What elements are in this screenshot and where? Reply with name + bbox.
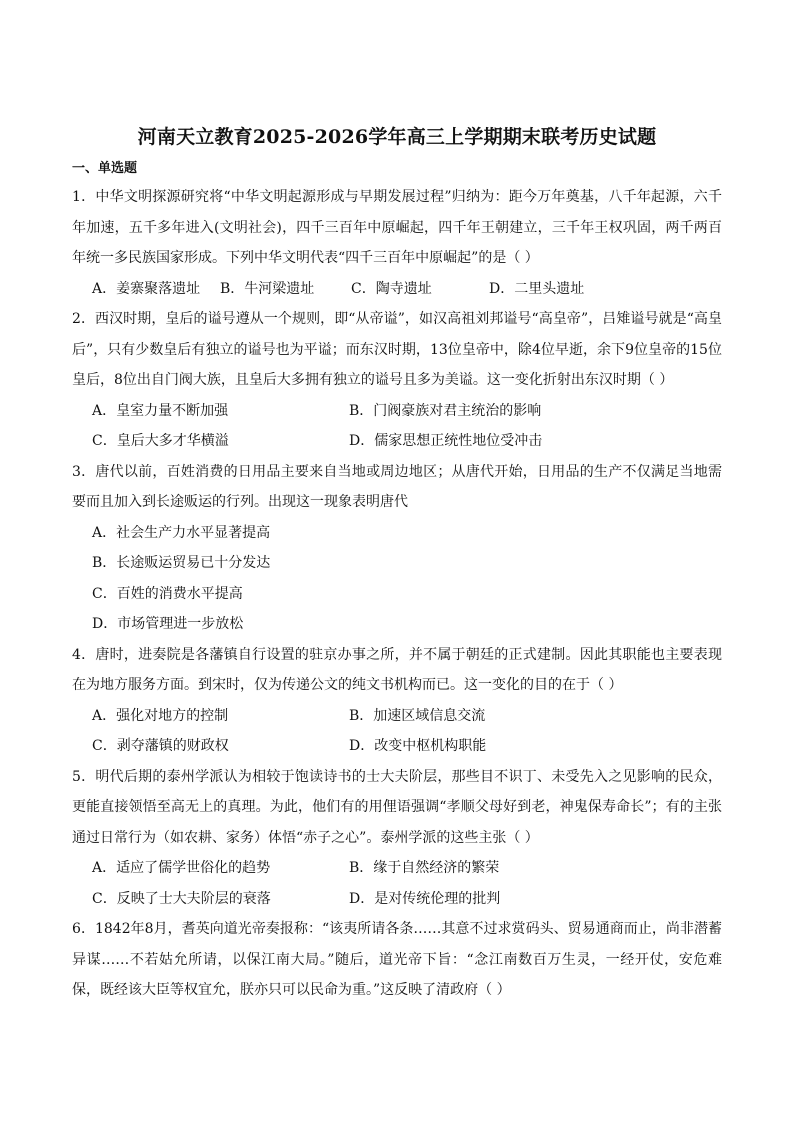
option-b[interactable]: B．牛河梁遗址 [220, 280, 315, 297]
question-6 [72, 914, 722, 1006]
option-c[interactable]: C．反映了士大夫阶层的衰落 [92, 890, 271, 907]
question-stem: 4．唐时，进奏院是各藩镇自行设置的驻京办事之所，并不属于朝廷的正式建制。因此其职能也主要表现在为地方服务方面。到宋时，仅为传递公文的纯文书机构而已。这一变化的目的在于（ ） [72, 646, 722, 693]
option-a[interactable]: A．姜寨聚落遗址 [92, 280, 201, 297]
option-d[interactable]: D．是对传统伦理的批判 [349, 890, 501, 907]
question-1 [72, 182, 722, 274]
question-stem: 6．1842年8月，耆英向道光帝奏报称：“该夷所请各条……其意不过求赏码头、贸易通商而止，尚非潜蓄异谋……不若姑允所请，以保江南大局。”随后，道光帝下旨：“念江南数百万生灵，一经开仗，安危难保，既经该大臣等权宜允，朕亦只可以民命为重。”这反映了清政府（ ） [72, 921, 722, 998]
question-stem: 1．中华文明探源研究将“中华文明起源形成与早期发展过程”归纳为：距今万年奠基，八千年起源，六千年加速，五千多年进入(文明社会)，四千三百年中原崛起，四千年王朝建立，三千年王权巩固，两千两百年统一多民族国家形成。下列中华文明代表“四千三百年中原崛起”的是（ ） [72, 189, 722, 266]
question-5 [72, 762, 722, 854]
question-stem: 5．明代后期的泰州学派认为相较于饱读诗书的士大夫阶层，那些目不识丁、未受先入之见影响的民众，更能直接领悟至高无上的真理。为此，他们有的用俚语强调“孝顺父母好到老，神鬼保寿命长”；有的主张通过日常行为（如农耕、家务）体悟“赤子之心”。泰州学派的这些主张（ ） [72, 768, 722, 846]
option-b[interactable]: B．加速区域信息交流 [349, 707, 486, 724]
question-4-options [72, 701, 722, 762]
option-a[interactable]: A．皇室力量不断加强 [92, 402, 229, 419]
option-b[interactable]: B．长途贩运贸易已十分发达 [92, 555, 271, 571]
option-d[interactable]: D．市场管理进一步放松 [92, 616, 244, 632]
question-4 [72, 640, 722, 701]
option-b[interactable]: B．门阀豪族对君主统治的影响 [349, 402, 542, 419]
section-heading: 一、单选题 [72, 161, 138, 176]
question-2 [72, 304, 722, 396]
option-a[interactable]: A．社会生产力水平显著提高 [92, 524, 271, 541]
exam-title: 河南天立教育2025-2026学年高三上学期期末联考历史试题 [137, 126, 657, 148]
question-3 [72, 457, 722, 518]
option-a[interactable]: A．强化对地方的控制 [92, 707, 229, 724]
question-stem: 3．唐代以前，百姓消费的日用品主要来自当地或周边地区；从唐代开始，日用品的生产不仅满足当地需要而且加入到长途贩运的行列。出现这一现象表明唐代 [72, 463, 722, 510]
option-c[interactable]: C．陶寺遗址 [351, 280, 432, 297]
option-a[interactable]: A．适应了儒学世俗化的趋势 [92, 860, 271, 876]
question-stem: 2．西汉时期，皇后的谥号遵从一个规则，即“从帝谥”，如汉高祖刘邦谥号“高皇帝”，吕雉谥号就是“高皇后”，只有少数皇后有独立的谥号也为平谥；而东汉时期，13位皇帝中，除4位早逝，余下9位皇帝的15位皇后，8位出自门阀大族，且皇后大多拥有独立的谥号且多为美谥。这一变化折射出东汉时期（ ） [72, 311, 722, 388]
option-c[interactable]: C．剥夺藩镇的财政权 [92, 738, 229, 754]
option-b[interactable]: B．缘于自然经济的繁荣 [349, 860, 500, 876]
question-5-options [72, 853, 722, 914]
question-3-options [72, 518, 722, 640]
option-c[interactable]: C．皇后大多才华横溢 [92, 433, 229, 449]
option-d[interactable]: D．儒家思想正统性地位受冲击 [349, 433, 543, 449]
option-d[interactable]: D．二里头遗址 [489, 280, 585, 297]
option-d[interactable]: D．改变中枢机构职能 [349, 738, 487, 754]
option-c[interactable]: C．百姓的消费水平提高 [92, 585, 243, 602]
question-1-options [72, 274, 722, 305]
question-2-options [72, 396, 722, 457]
